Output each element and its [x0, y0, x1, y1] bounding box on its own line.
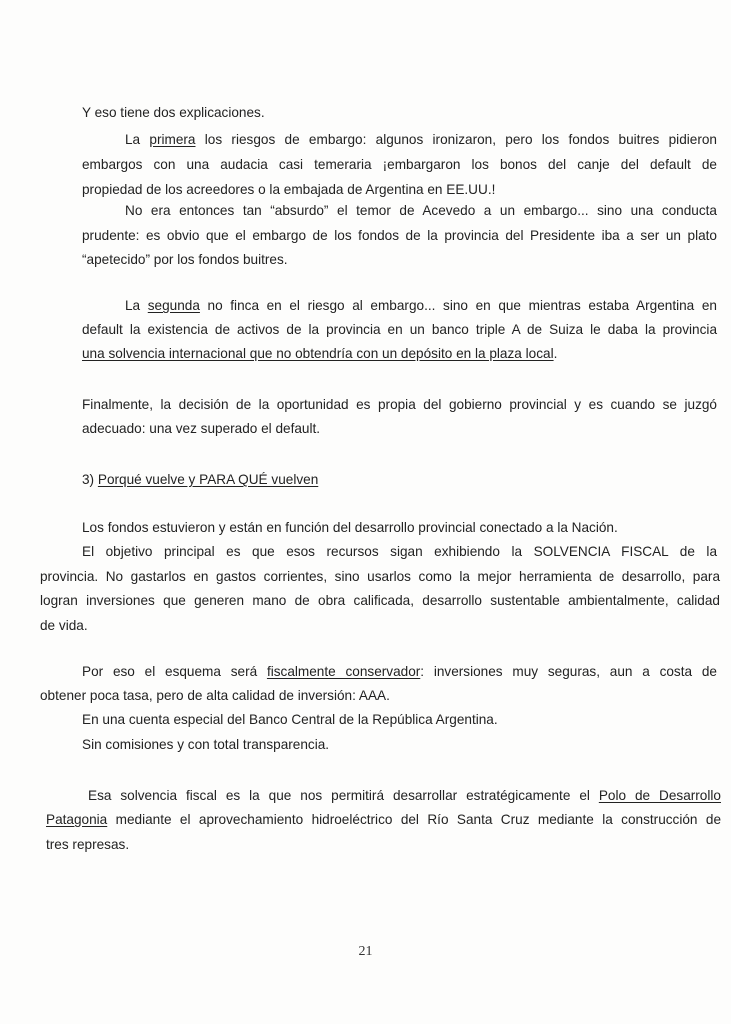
text-run: propiedad de los acreedores o la embajada de Argentina en EE.UU.!: [82, 182, 496, 197]
text-run: En una cuenta especial del Banco Central de la República Argentina.: [82, 712, 498, 727]
paragraph-esquema-line-3: [82, 711, 498, 729]
heading-title: Porqué vuelve y PARA QUÉ vuelven: [97, 472, 319, 487]
text-run: : inversiones muy seguras, aun a costa de: [420, 664, 717, 679]
paragraph-primera-line-2: [82, 156, 717, 174]
paragraph-segunda-line-1: [125, 297, 717, 315]
text-run: de vida.: [40, 618, 88, 633]
paragraph-finalmente-line-1: [82, 396, 717, 414]
page-number: 21: [358, 944, 373, 959]
text-run: “apetecido” por los fondos buitres.: [82, 252, 288, 267]
paragraph-polo-line-2: [46, 811, 721, 829]
paragraph-finalmente-line-2: [82, 420, 320, 438]
text-run: los riesgos de embargo: algunos ironizaron, pero los fondos buitres pidieron: [195, 132, 717, 147]
paragraph-esquema-line-4: [82, 736, 329, 754]
underlined-term-polo-de-desarrollo: Polo de Desarrollo: [598, 788, 721, 803]
text-run: La: [125, 298, 148, 313]
text-run: logran inversiones que generen mano de obra calificada, desarrollo sustentable ambientalmente, calidad: [40, 593, 720, 608]
paragraph-segunda-line-3: [82, 345, 557, 363]
paragraph-fondos: [82, 519, 618, 537]
paragraph-objetivo-line-3: [40, 592, 720, 610]
text-run: Por eso el esquema será: [82, 664, 267, 679]
paragraph-polo-line-1: [88, 787, 721, 805]
text-run: adecuado: una vez superado el default.: [82, 421, 321, 436]
paragraph-absurdo-line-1: [125, 202, 717, 220]
text-run: prudente: es obvio que el embargo de los fondos de la provincia del Presidente iba a ser un plato: [82, 228, 717, 243]
text-run: default la existencia de activos de la provincia en un banco triple A de Suiza le daba la provincia: [82, 322, 717, 337]
paragraph-objetivo-line-2: [40, 568, 720, 586]
heading-number: 3): [82, 472, 98, 487]
underlined-term-patagonia: Patagonia: [46, 812, 108, 827]
paragraph-intro: [82, 104, 265, 122]
text-run: La: [125, 132, 150, 147]
paragraph-objetivo-line-4: [40, 617, 88, 635]
paragraph-primera-line-1: [125, 131, 717, 149]
paragraph-segunda-line-2: [82, 321, 717, 339]
section-heading: [82, 471, 318, 489]
text-run: Esa solvencia fiscal es la que nos permitirá desarrollar estratégicamente el: [88, 788, 599, 803]
paragraph-esquema-line-2: [40, 687, 390, 705]
paragraph-objetivo-line-1: [82, 543, 717, 561]
paragraph-primera-line-3: [82, 181, 495, 199]
text-run: tres represas.: [46, 837, 130, 852]
paragraph-absurdo-line-2: [82, 227, 717, 245]
text-run: no finca en el riesgo al embargo... sino en que mientras estaba Argentina en: [199, 298, 717, 313]
text-run: embargos con una audacia casi temeraria ¡embargaron los bonos del canje del default de: [82, 157, 717, 172]
underlined-term-primera: primera: [149, 132, 196, 147]
text-run: mediante el aprovechamiento hidroeléctrico del Río Santa Cruz mediante la construcción de: [107, 812, 721, 827]
text-run: No era entonces tan “absurdo” el temor de Acevedo a un embargo... sino una conducta: [125, 203, 717, 218]
paragraph-polo-line-3: [46, 836, 129, 854]
paragraph-esquema-line-1: [82, 663, 717, 681]
underlined-term-fiscalmente-conservador: fiscalmente conservador: [266, 664, 421, 679]
text-run: provincia. No gastarlos en gastos corrientes, sino usarlos como la mejor herramienta de desarrollo, para: [40, 569, 720, 584]
text-run: Sin comisiones y con total transparencia.: [82, 737, 330, 752]
text-run: Finalmente, la decisión de la oportunidad es propia del gobierno provincial y es cuando se juzgó: [82, 397, 717, 412]
underlined-term-segunda: segunda: [147, 298, 200, 313]
text-run: El objetivo principal es que esos recursos sigan exhibiendo la SOLVENCIA FISCAL de la: [82, 544, 717, 559]
underlined-phrase-solvencia: una solvencia internacional que no obtendría con un depósito en la plaza local: [82, 346, 554, 361]
text-run: Los fondos estuvieron y están en función del desarrollo provincial conectado a la Nación.: [82, 520, 618, 535]
text-line: Y eso tiene dos explicaciones.: [82, 105, 265, 120]
paragraph-absurdo-line-3: [82, 251, 288, 269]
text-run: obtener poca tasa, pero de alta calidad de inversión: AAA.: [40, 688, 390, 703]
text-run: .: [553, 346, 558, 361]
